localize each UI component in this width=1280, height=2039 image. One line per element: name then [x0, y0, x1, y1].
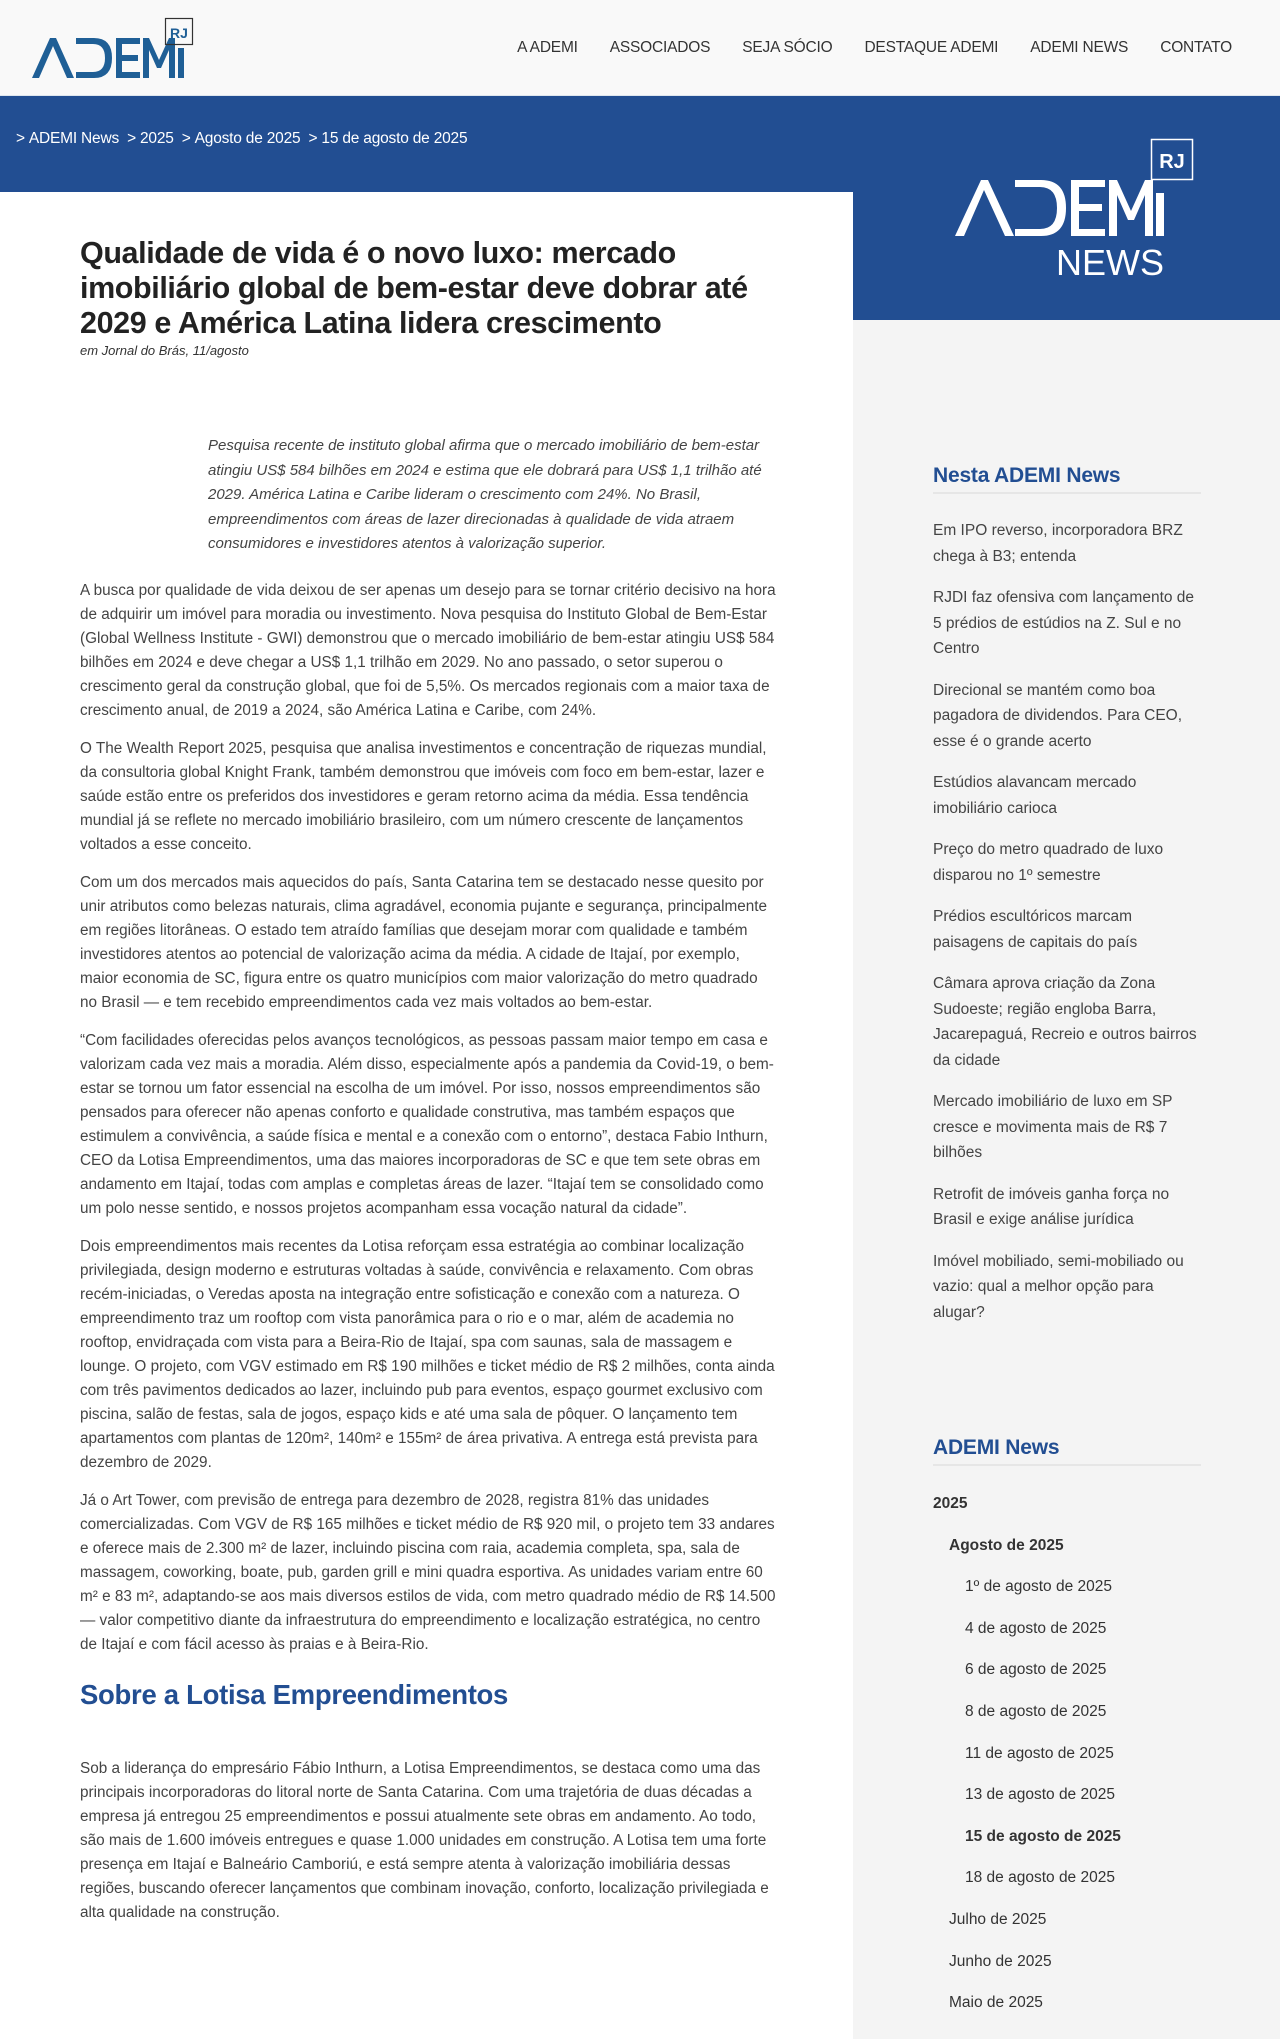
archive-day — [933, 1785, 1201, 1827]
svg-text:RJ: RJ — [170, 25, 188, 41]
list-item — [933, 1089, 1201, 1166]
issue-article-link[interactable]: Direcional se mantém como boa pagadora de dividendos. Para CEO, esse é o grande acerto — [933, 681, 1183, 750]
issue-article-link[interactable]: Preço do metro quadrado de luxo disparou no 1º semestre — [933, 841, 1164, 884]
svg-text:RJ: RJ — [1159, 151, 1185, 173]
archive-day-link[interactable]: 13 de agosto de 2025 — [965, 1786, 1115, 1804]
nav-associados[interactable]: ASSOCIADOS — [609, 39, 711, 56]
issue-article-link[interactable]: Imóvel mobiliado, semi-mobiliado ou vazio: qual a melhor opção para alugar? — [933, 1252, 1184, 1321]
ademi-news-hero — [853, 96, 1280, 320]
archive-month — [933, 1536, 1201, 1578]
issue-article-link[interactable]: Retrofit de imóveis ganha força no Brasil e exige análise jurídica — [933, 1185, 1170, 1228]
widget-title: ADEMI News — [933, 1436, 1201, 1466]
archive-day — [933, 1744, 1201, 1786]
main-nav — [501, 0, 1240, 96]
list-item — [933, 1182, 1201, 1233]
list-item — [933, 837, 1201, 888]
archive-year — [933, 1494, 1201, 1536]
breadcrumb — [16, 130, 467, 148]
ademi-logo-icon — [30, 16, 200, 82]
issue-article-link[interactable]: Mercado imobiliário de luxo em SP cresce e movimenta mais de R$ 7 bilhões — [933, 1093, 1173, 1161]
svg-text:NEWS: NEWS — [1056, 242, 1164, 283]
archive-month-link[interactable]: Julho de 2025 — [949, 1910, 1047, 1928]
widget-title: Nesta ADEMI News — [933, 464, 1201, 494]
article-paragraph: Já o Art Tower, com previsão de entrega para dezembro de 2028, registra 81% das unidades comercializadas. Com VGV de R$ 165 milhões e ticket médio de R$ 920 mil, o projeto tem 33 andares e oferece mais de 2.300 m² de lazer, incluindo piscina com raia, academia completa, spa, sala de massagem, coworking, boate, pub, garden grill e mini quadra esportiva. As unidades variam entre 60 m² e 83 m², adaptando-se aos mais diversos estilos de vida, com metro quadrado médio de R$ 14.500 — valor competitivo diante da infraestrutura do empreendimento e localização estratégica, no centro de Itajaí e com fácil acesso às praias e à Beira-Rio. — [80, 1491, 776, 1653]
article-paragraph: Dois empreendimentos mais recentes da Lotisa reforçam essa estratégia ao combinar localização privilegiada, design moderno e estruturas voltadas à saúde, convivência e relaxamento. Com obras recém-iniciadas, o Veredas aposta na integração entre sofisticação e conexão com a natureza. O empreendimento traz um rooftop com vista panorâmica para o rio e o mar, além de academia no rooftop, envidraçada com vista para a Beira-Rio de Itajaí, spa com saunas, sala de massagem e lounge. O projeto, com VGV estimado em R$ 190 milhões e ticket médio de R$ 2 milhões, conta ainda com três pavimentos dedicados ao lazer, incluindo pub para eventos, espaço gourmet exclusivo com piscina, salão de festas, sala de jogos, espaço kids e até uma sala de pôquer. O lançamento tem apartamentos com plantas de 120m², 140m² e 155m² de área privativa. A entrega está prevista para dezembro de 2029. — [80, 1237, 775, 1471]
archive-day — [933, 1577, 1201, 1619]
breadcrumb-separator: > — [308, 130, 318, 147]
breadcrumb-month[interactable]: Agosto de 2025 — [194, 130, 301, 147]
nav-destaque-ademi[interactable]: DESTAQUE ADEMI — [864, 39, 999, 56]
nav-seja-socio[interactable]: SEJA SÓCIO — [742, 39, 833, 56]
breadcrumb-year[interactable]: 2025 — [139, 130, 174, 147]
issue-article-list — [933, 518, 1201, 1325]
breadcrumb-separator: > — [16, 130, 25, 147]
issue-article-link[interactable]: Câmara aprova criação da Zona Sudoeste; região engloba Barra, Jacarepaguá, Recreio e outros bairros da cidade — [933, 975, 1197, 1069]
archive-day-link[interactable]: 6 de agosto de 2025 — [965, 1661, 1107, 1679]
article-title: Qualidade de vida é o novo luxo: mercado imobiliário global de bem-estar deve dobrar até 2029 e América Latina lidera crescimento — [80, 236, 748, 340]
archive-month — [933, 1993, 1201, 2035]
in-this-issue-widget — [933, 464, 1201, 1341]
archive-day — [933, 1619, 1201, 1661]
article-paragraph: Com um dos mercados mais aquecidos do país, Santa Catarina tem se destacado nesse quesito por unir atributos como belezas naturais, clima agradável, economia pujante e segurança, principalmente em regiões litorâneas. O estado tem atraído famílias que desejam morar com qualidade e também investidores atentos ao potencial de valorização acima da média. A cidade de Itajaí, por exemplo, maior economia de SC, figura entre os quatro municípios com maior valorização do metro quadrado no Brasil — e tem recebido empreendimentos cada vez mais voltados ao bem-estar. — [80, 873, 768, 1011]
archive-day — [933, 1868, 1201, 1910]
archive-month-link[interactable]: Junho de 2025 — [949, 1952, 1052, 1970]
list-item — [933, 518, 1201, 569]
article-lead: Pesquisa recente de instituto global afirma que o mercado imobiliário de bem-estar atingiu US$ 584 bilhões em 2024 e estima que ele dobrará para US$ 1,1 trilhão até 2029. América Latina e Caribe lideram o crescimento com 24%. No Brasil, empreendimentos com áreas de lazer direcionadas à qualidade de vida atraem consumidores e investidores atentos à valorização superior. — [208, 437, 762, 552]
issue-article-link[interactable]: Prédios escultóricos marcam paisagens de capitais do país — [933, 908, 1138, 951]
archive-day-current — [933, 1827, 1201, 1869]
archive-day-link[interactable]: 11 de agosto de 2025 — [965, 1744, 1114, 1762]
archive-day-link[interactable]: 18 de agosto de 2025 — [965, 1869, 1115, 1887]
article-paragraph: O The Wealth Report 2025, pesquisa que analisa investimentos e concentração de riquezas mundial, da consultoria global Knight Frank, também demonstrou que imóveis com foco em bem-estar, lazer e saúde estão entre os preferidos dos investidores e geram retorno acima da média. Essa tendência mundial já se reflete no mercado imobiliário brasileiro, com um número crescente de lançamentos voltados a esse conceito. — [80, 739, 767, 853]
article — [80, 236, 776, 1925]
archive-widget — [933, 1436, 1201, 2035]
breadcrumb-separator: > — [181, 130, 191, 147]
list-item — [933, 1249, 1201, 1326]
archive-year-link[interactable]: 2025 — [933, 1495, 968, 1512]
breadcrumb-separator: > — [127, 130, 136, 147]
ademi-rj-logo[interactable] — [30, 16, 200, 82]
archive-tree — [933, 1494, 1201, 2035]
breadcrumb-current: 15 de agosto de 2025 — [321, 130, 468, 147]
archive-day-link[interactable]: 4 de agosto de 2025 — [965, 1619, 1107, 1637]
nav-contato[interactable]: CONTATO — [1160, 39, 1232, 56]
issue-article-link[interactable]: RJDI faz ofensiva com lançamento de 5 prédios de estúdios na Z. Sul e no Centro — [933, 589, 1195, 657]
archive-day-link[interactable]: 1º de agosto de 2025 — [965, 1578, 1113, 1596]
article-byline: em Jornal do Brás, 11/agosto — [80, 343, 249, 358]
article-paragraph: A busca por qualidade de vida deixou de ser apenas um desejo para se tornar critério decisivo na hora de adquirir um imóvel para moradia ou investimento. Nova pesquisa do Instituto Global de Bem-Estar (Global Wellness Institute - GWI) demonstrou que o mercado imobiliário de bem-estar atingiu US$ 584 bilhões em 2024 e deve chegar a US$ 1,1 trilhão em 2029. No ano passado, o setor superou o crescimento geral da construção global, que foi de 5,5%. Os mercados regionais com a maior taxa de crescimento anual, de 2019 a 2024, são América Latina e Caribe, com 24%. — [80, 581, 776, 719]
article-paragraph: “Com facilidades oferecidas pelos avanços tecnológicos, as pessoas passam maior tempo em casa e valorizam cada vez mais a moradia. Além disso, especialmente após a pandemia da Covid-19, o bem-estar se tornou um fator essencial na escolha de um imóvel. Por isso, nossos empreendimentos são pensados para oferecer não apenas conforto e qualidade construtiva, mas também espaços que estimulem a convivência, a saúde física e mental e a conexão com o entorno”, destaca Fabio Inthurn, CEO da Lotisa Empreendimentos, uma das maiores incorporadoras de SC e que tem sete obras em andamento em Itajaí, todas com amplas e completas áreas de lazer. “Itajaí tem se consolidado como um polo nesse sentido, e nossos projetos acompanham essa vocação natural da cidade”. — [80, 1031, 774, 1217]
sidebar — [853, 96, 1280, 2039]
list-item — [933, 770, 1201, 821]
breadcrumb-ademi-news[interactable]: ADEMI News — [28, 130, 120, 147]
archive-day-link[interactable]: 15 de agosto de 2025 — [965, 1827, 1121, 1845]
archive-day-link[interactable]: 8 de agosto de 2025 — [965, 1702, 1107, 1720]
archive-day — [933, 1660, 1201, 1702]
issue-article-link[interactable]: Em IPO reverso, incorporadora BRZ chega à B3; entenda — [933, 522, 1183, 565]
article-body — [80, 579, 776, 1657]
list-item — [933, 971, 1201, 1073]
archive-month-link[interactable]: Agosto de 2025 — [949, 1536, 1064, 1554]
ademi-news-logo-icon — [953, 138, 1213, 288]
list-item — [933, 904, 1201, 955]
site-header — [0, 0, 1280, 96]
archive-month — [933, 1952, 1201, 1994]
nav-a-ademi[interactable]: A ADEMI — [517, 39, 578, 56]
list-item — [933, 678, 1201, 755]
issue-article-link[interactable]: Estúdios alavancam mercado imobiliário carioca — [933, 774, 1137, 817]
list-item — [933, 585, 1201, 662]
article-subheading: Sobre a Lotisa Empreendimentos — [80, 1678, 509, 1710]
archive-month-link[interactable]: Maio de 2025 — [949, 1994, 1043, 2012]
nav-ademi-news[interactable]: ADEMI NEWS — [1030, 39, 1129, 56]
archive-day — [933, 1702, 1201, 1744]
article-paragraph: Sob a liderança do empresário Fábio Inthurn, a Lotisa Empreendimentos, se destaca como uma das principais incorporadoras do litoral norte de Santa Catarina. Com uma trajetória de duas décadas a empresa já entregou 25 empreendimentos e possui atualmente sete obras em andamento. Ao todo, são mais de 1.600 imóveis entregues e quase 1.000 unidades em construção. A Lotisa tem uma forte presença em Itajaí e Balneário Camboriú, e está sempre atenta à valorização imobiliária dessas regiões, buscando oferecer lançamentos que combinam inovação, conforto, localização privilegiada e alta qualidade na construção. — [80, 1759, 769, 1921]
archive-month — [933, 1910, 1201, 1952]
